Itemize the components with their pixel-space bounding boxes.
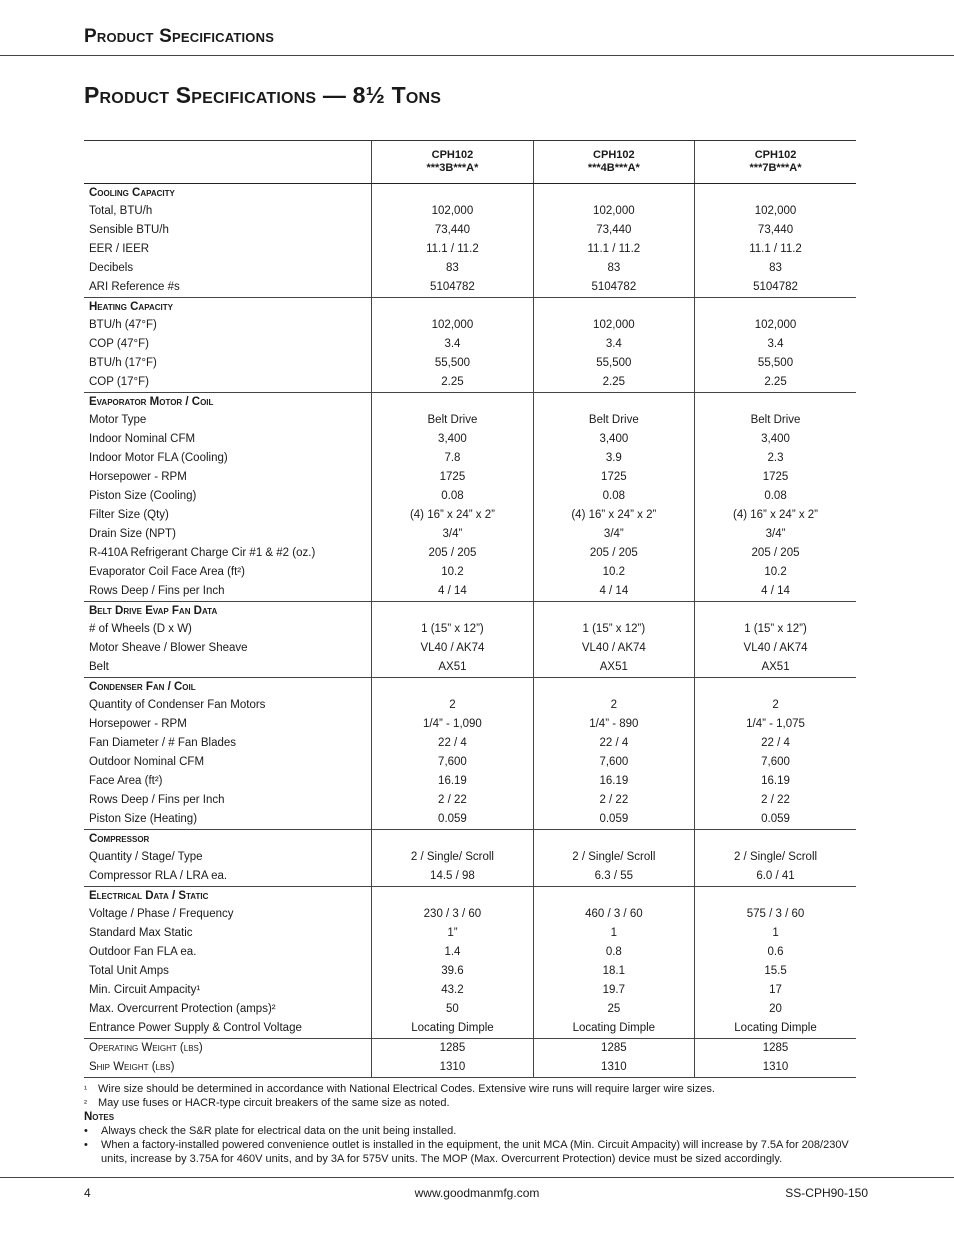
row-value: Locating Dimple [533, 1019, 694, 1039]
row-label: Voltage / Phase / Frequency [89, 908, 234, 920]
row-label: Horsepower - RPM [89, 471, 187, 483]
row-value: 1.4 [372, 943, 533, 962]
row-value: 2 / Single/ Scroll [372, 848, 533, 867]
row-value: 4 / 14 [695, 582, 856, 602]
row-label: Indoor Nominal CFM [89, 433, 196, 445]
row-value: 5104782 [372, 278, 533, 298]
footer-url-link[interactable]: www.goodmanmfg.com [414, 1186, 540, 1200]
row-value: Belt Drive [695, 411, 856, 430]
row-value: 4 / 14 [372, 582, 533, 602]
section-spacer-cell [695, 602, 856, 621]
note-text: When a factory-installed powered convenience outlet is installed in the equipment, the unit MCA (Min. Circuit Ampacity) will increase by 7.5A for 208/230V units, increase by 3.75A for 460V units, and by 3A for 575V units. The MOP (Max. Overcurrent Protection) device must be sized accordingly. [101, 1139, 849, 1165]
section-spacer-cell [372, 887, 533, 906]
row-value: 55,500 [372, 354, 533, 373]
table-row [84, 734, 856, 753]
row-value: 15.5 [695, 962, 856, 981]
row-label: Total Unit Amps [89, 965, 169, 977]
section-header-row [84, 678, 856, 697]
section-spacer-cell [372, 298, 533, 317]
row-value: 73,440 [372, 221, 533, 240]
row-value: 205 / 205 [695, 544, 856, 563]
section-spacer-cell [695, 887, 856, 906]
weight-value: 1285 [695, 1039, 856, 1059]
row-label: Motor Sheave / Blower Sheave [89, 642, 248, 654]
note-item: • When a factory-installed powered convenience outlet is installed in the equipment, the unit MCA (Min. Circuit Ampacity) will increase by 7.5A for 208/230V units, increase by 3.75A for 460V units, and by 3A for 575V units. The MOP (Max. Overcurrent Protection) device must be sized accordingly. [84, 1138, 864, 1166]
section-title: Electrical Data / Static [89, 890, 209, 902]
footnote [84, 1096, 864, 1110]
row-value: 83 [533, 259, 694, 278]
row-value: 17 [695, 981, 856, 1000]
row-value: 3,400 [695, 430, 856, 449]
row-value: 1725 [695, 468, 856, 487]
weight-value: 1285 [533, 1039, 694, 1059]
row-label: Quantity of Condenser Fan Motors [89, 699, 266, 711]
row-value: 2.3 [695, 449, 856, 468]
row-value: 2 / 22 [533, 791, 694, 810]
row-value: 0.08 [695, 487, 856, 506]
row-value: 1/4” - 890 [533, 715, 694, 734]
row-label: Horsepower - RPM [89, 718, 187, 730]
table-row [84, 278, 856, 298]
table-row [84, 924, 856, 943]
model-column-header: CPH102 ***7B***A* [695, 141, 856, 184]
section-spacer-cell [695, 678, 856, 697]
table-row [84, 848, 856, 867]
header-divider [0, 55, 954, 56]
section-title: Cooling Capacity [89, 187, 175, 199]
row-value: 7,600 [695, 753, 856, 772]
row-value: 102,000 [695, 316, 856, 335]
section-spacer-cell [533, 887, 694, 906]
section-spacer-cell [695, 830, 856, 849]
table-row [84, 544, 856, 563]
row-label: Sensible BTU/h [89, 224, 169, 236]
row-value: VL40 / AK74 [533, 639, 694, 658]
row-value: 43.2 [372, 981, 533, 1000]
row-value: 6.3 / 55 [533, 867, 694, 887]
row-value: 16.19 [695, 772, 856, 791]
row-value: Locating Dimple [372, 1019, 533, 1039]
row-value: 7,600 [533, 753, 694, 772]
row-label: R-410A Refrigerant Charge Cir #1 & #2 (oz.) [89, 547, 316, 559]
table-row [84, 335, 856, 354]
table-row [84, 411, 856, 430]
section-title: Condenser Fan / Coil [89, 681, 196, 693]
model-column-header: CPH102 ***3B***A* [372, 141, 533, 184]
section-spacer-cell [695, 298, 856, 317]
row-label: Filter Size (Qty) [89, 509, 169, 521]
row-label: Fan Diameter / # Fan Blades [89, 737, 237, 749]
table-row [84, 962, 856, 981]
row-label: BTU/h (47°F) [89, 319, 157, 331]
row-value: 3.4 [372, 335, 533, 354]
row-value: (4) 16” x 24” x 2” [372, 506, 533, 525]
row-label: Evaporator Coil Face Area (ft²) [89, 566, 245, 578]
row-value: 0.059 [372, 810, 533, 830]
note-item: • Always check the S&R plate for electrical data on the unit being installed. [84, 1125, 457, 1137]
row-value: 14.5 / 98 [372, 867, 533, 887]
row-label: Motor Type [89, 414, 147, 426]
row-value: 55,500 [695, 354, 856, 373]
row-value: 1/4” - 1,075 [695, 715, 856, 734]
weight-value: 1285 [372, 1039, 533, 1059]
weight-value: 1310 [533, 1058, 694, 1078]
notes-block [84, 1082, 864, 1166]
page-title: Product Specifications — 8½ Tons [84, 82, 442, 108]
row-value: 102,000 [372, 316, 533, 335]
row-label: Belt [84, 658, 372, 678]
row-value: 1 (15” x 12”) [372, 620, 533, 639]
row-label: ARI Reference #s [84, 278, 372, 298]
row-value: 3.4 [695, 335, 856, 354]
page-number: 4 [84, 1186, 91, 1200]
weight-value: 1310 [695, 1058, 856, 1078]
row-label: Compressor RLA / LRA ea. [84, 867, 372, 887]
row-value: 1/4” - 1,090 [372, 715, 533, 734]
table-row [84, 430, 856, 449]
table-row [84, 715, 856, 734]
row-value: 16.19 [533, 772, 694, 791]
row-value: 205 / 205 [372, 544, 533, 563]
row-label: Face Area (ft²) [89, 775, 163, 787]
row-value: 6.0 / 41 [695, 867, 856, 887]
row-value: (4) 16” x 24” x 2” [533, 506, 694, 525]
row-value: 11.1 / 11.2 [372, 240, 533, 259]
section-spacer-cell [372, 393, 533, 412]
row-value: 10.2 [695, 563, 856, 582]
row-value: 7,600 [372, 753, 533, 772]
footnote-mark: ¹ [84, 1084, 87, 1094]
row-value: 460 / 3 / 60 [533, 905, 694, 924]
row-label: # of Wheels (D x W) [89, 623, 192, 635]
section-header-row [84, 887, 856, 906]
table-row [84, 753, 856, 772]
row-label: Outdoor Nominal CFM [89, 756, 205, 768]
row-value: 1” [372, 924, 533, 943]
section-spacer-cell [533, 678, 694, 697]
section-spacer-cell [372, 602, 533, 621]
table-row [84, 696, 856, 715]
spec-table [84, 140, 856, 1078]
row-value: 1 [695, 924, 856, 943]
row-value: 7.8 [372, 449, 533, 468]
row-value: 102,000 [533, 202, 694, 221]
row-value: 2 / Single/ Scroll [533, 848, 694, 867]
notes-heading: Notes [84, 1111, 115, 1123]
section-header-row [84, 393, 856, 412]
section-spacer-cell [372, 184, 533, 203]
section-title: Compressor [89, 833, 150, 845]
footnote-text: May use fuses or HACR-type circuit breakers of the same size as noted. [98, 1097, 450, 1109]
row-value: 102,000 [372, 202, 533, 221]
row-value: 73,440 [533, 221, 694, 240]
row-label: Quantity / Stage/ Type [89, 851, 203, 863]
row-label: EER / IEER [89, 243, 150, 255]
row-value: 3/4” [372, 525, 533, 544]
row-value: 102,000 [695, 202, 856, 221]
row-label: Entrance Power Supply & Control Voltage [84, 1019, 372, 1039]
section-spacer-cell [533, 393, 694, 412]
row-value: 230 / 3 / 60 [372, 905, 533, 924]
row-value: 1 (15” x 12”) [695, 620, 856, 639]
table-header-row [84, 141, 856, 184]
table-row [84, 221, 856, 240]
row-value: 3/4” [695, 525, 856, 544]
section-spacer-cell [533, 184, 694, 203]
row-value: 0.059 [533, 810, 694, 830]
row-label: Piston Size (Heating) [84, 810, 372, 830]
row-value: 2 [695, 696, 856, 715]
row-value: 3.4 [533, 335, 694, 354]
table-row [84, 563, 856, 582]
running-header: Product Specifications [84, 26, 275, 47]
row-value: 2.25 [695, 373, 856, 393]
row-value: (4) 16” x 24” x 2” [695, 506, 856, 525]
row-value: 3,400 [533, 430, 694, 449]
row-label: Decibels [89, 262, 134, 274]
row-label: COP (47°F) [89, 338, 149, 350]
row-value: 0.8 [533, 943, 694, 962]
table-row [84, 354, 856, 373]
table-row [84, 810, 856, 830]
table-row [84, 791, 856, 810]
row-value: 0.08 [372, 487, 533, 506]
row-value: 0.08 [533, 487, 694, 506]
table-row [84, 525, 856, 544]
weight-row [84, 1039, 856, 1059]
document-code: SS-CPH90-150 [785, 1186, 868, 1200]
table-row [84, 506, 856, 525]
section-spacer-cell [533, 602, 694, 621]
row-value: 1 (15” x 12”) [533, 620, 694, 639]
row-label: Rows Deep / Fins per Inch [84, 582, 372, 602]
row-value: 0.6 [695, 943, 856, 962]
row-label: COP (17°F) [84, 373, 372, 393]
row-label: Max. Overcurrent Protection (amps)² [89, 1003, 276, 1015]
row-value: VL40 / AK74 [695, 639, 856, 658]
section-title: Heating Capacity [89, 301, 173, 313]
row-value: Locating Dimple [695, 1019, 856, 1039]
row-value: 22 / 4 [695, 734, 856, 753]
row-value: 39.6 [372, 962, 533, 981]
row-label: Indoor Motor FLA (Cooling) [89, 452, 228, 464]
table-row [84, 582, 856, 602]
row-value: 19.7 [533, 981, 694, 1000]
section-spacer-cell [695, 393, 856, 412]
row-value: 2.25 [533, 373, 694, 393]
section-header-row [84, 298, 856, 317]
row-value: 5104782 [533, 278, 694, 298]
row-label: Outdoor Fan FLA ea. [89, 946, 197, 958]
row-label: Total, BTU/h [89, 205, 153, 217]
row-value: 25 [533, 1000, 694, 1019]
table-row [84, 468, 856, 487]
table-row [84, 943, 856, 962]
row-value: 2 / 22 [695, 791, 856, 810]
row-value: 2 [533, 696, 694, 715]
row-value: 2 [372, 696, 533, 715]
row-value: 1 [533, 924, 694, 943]
row-value: 2 / 22 [372, 791, 533, 810]
row-value: 11.1 / 11.2 [533, 240, 694, 259]
section-spacer-cell [533, 830, 694, 849]
row-value: AX51 [533, 658, 694, 678]
row-value: 5104782 [695, 278, 856, 298]
table-row [84, 658, 856, 678]
row-value: 4 / 14 [533, 582, 694, 602]
row-value: 1725 [372, 468, 533, 487]
row-value: 83 [695, 259, 856, 278]
section-spacer-cell [372, 678, 533, 697]
note-text: Always check the S&R plate for electrical data on the unit being installed. [101, 1125, 457, 1137]
row-label: BTU/h (17°F) [89, 357, 157, 369]
footnote [84, 1082, 864, 1096]
row-value: 205 / 205 [533, 544, 694, 563]
row-value: VL40 / AK74 [372, 639, 533, 658]
section-spacer-cell [695, 184, 856, 203]
table-row [84, 259, 856, 278]
row-value: Belt Drive [533, 411, 694, 430]
footnote-text: Wire size should be determined in accordance with National Electrical Codes. Extensive wire runs will require larger wire sizes. [98, 1083, 715, 1095]
row-value: 3,400 [372, 430, 533, 449]
footnote-mark: ² [84, 1098, 87, 1108]
section-title: Belt Drive Evap Fan Data [89, 605, 218, 617]
row-value: 0.059 [695, 810, 856, 830]
row-value: 22 / 4 [533, 734, 694, 753]
row-value: 55,500 [533, 354, 694, 373]
row-label: Rows Deep / Fins per Inch [89, 794, 225, 806]
weight-label: Ship Weight (lbs) [84, 1058, 372, 1078]
table-row [84, 240, 856, 259]
table-row [84, 316, 856, 335]
row-label: Piston Size (Cooling) [89, 490, 197, 502]
weight-value: 1310 [372, 1058, 533, 1078]
section-header-row [84, 830, 856, 849]
row-value: 50 [372, 1000, 533, 1019]
table-row [84, 1000, 856, 1019]
row-value: 11.1 / 11.2 [695, 240, 856, 259]
row-value: 10.2 [372, 563, 533, 582]
section-title: Evaporator Motor / Coil [89, 396, 214, 408]
footer-divider [0, 1177, 954, 1178]
row-value: 83 [372, 259, 533, 278]
row-value: 10.2 [533, 563, 694, 582]
row-value: 18.1 [533, 962, 694, 981]
section-header-row [84, 184, 856, 203]
table-row [84, 1019, 856, 1039]
table-row [84, 905, 856, 924]
table-row [84, 981, 856, 1000]
row-value: 102,000 [533, 316, 694, 335]
row-label: Min. Circuit Ampacity¹ [89, 984, 201, 996]
model-column-header: CPH102 ***4B***A* [533, 141, 694, 184]
section-spacer-cell [372, 830, 533, 849]
row-value: 575 / 3 / 60 [695, 905, 856, 924]
row-value: 1725 [533, 468, 694, 487]
weight-row [84, 1058, 856, 1078]
row-value: AX51 [695, 658, 856, 678]
row-value: 3.9 [533, 449, 694, 468]
section-header-row [84, 602, 856, 621]
table-row [84, 772, 856, 791]
table-row [84, 449, 856, 468]
section-spacer-cell [533, 298, 694, 317]
row-label: Drain Size (NPT) [89, 528, 176, 540]
table-row [84, 202, 856, 221]
row-value: 73,440 [695, 221, 856, 240]
table-row [84, 373, 856, 393]
row-value: 3/4” [533, 525, 694, 544]
weight-label: Operating Weight (lbs) [84, 1039, 372, 1059]
table-row [84, 620, 856, 639]
row-value: 20 [695, 1000, 856, 1019]
row-value: 16.19 [372, 772, 533, 791]
row-value: AX51 [372, 658, 533, 678]
table-row [84, 487, 856, 506]
table-row [84, 639, 856, 658]
row-value: 22 / 4 [372, 734, 533, 753]
row-value: 2.25 [372, 373, 533, 393]
header-blank-cell [84, 141, 372, 184]
table-row [84, 867, 856, 887]
row-value: 2 / Single/ Scroll [695, 848, 856, 867]
row-value: Belt Drive [372, 411, 533, 430]
row-label: Standard Max Static [89, 927, 193, 939]
